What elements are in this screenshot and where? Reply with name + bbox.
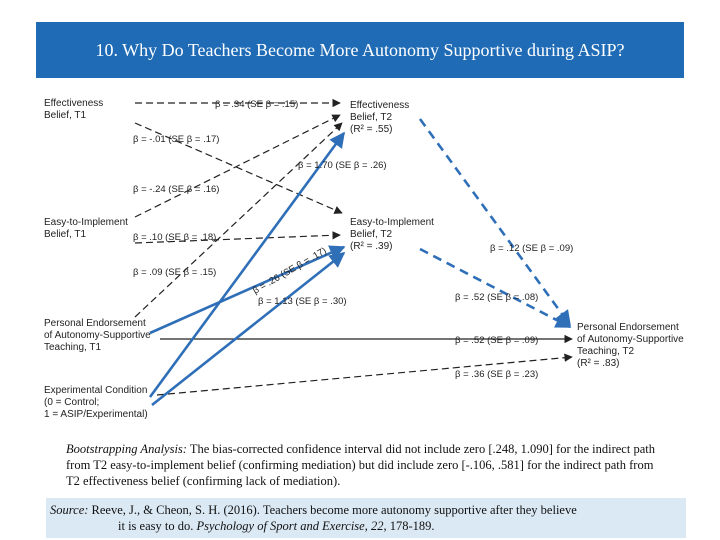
slide-title: 10. Why Do Teachers Become More Autonomy Supportive during ASIP? xyxy=(95,39,625,60)
path-exp-eff2 xyxy=(150,133,344,397)
node-personal-t1 xyxy=(44,318,151,353)
svg-text:Personal Endorsement: Personal Endorsement xyxy=(577,322,679,333)
source-journal: Psychology of Sport and Exercise, 22 xyxy=(196,519,384,533)
node-easy-t2 xyxy=(350,217,434,252)
svg-text:Effectiveness: Effectiveness xyxy=(44,98,104,109)
svg-text:Easy-to-Implement: Easy-to-Implement xyxy=(350,217,434,228)
coef-p5: β = .10 (SE β = .18) xyxy=(133,232,217,243)
bootstrapping-label: Bootstrapping Analysis: xyxy=(66,442,187,456)
slide-title-bar xyxy=(36,22,684,78)
svg-text:(R² = .55): (R² = .55) xyxy=(350,124,393,135)
node-personal-t2 xyxy=(577,322,684,369)
path-diagram-svg xyxy=(0,85,720,435)
path-diagram xyxy=(0,85,720,435)
svg-text:(R² = .39): (R² = .39) xyxy=(350,241,393,252)
coef-p7: β = .26 (SE β = .17) xyxy=(251,245,329,297)
coef-p8: β = 1.13 (SE β = .30) xyxy=(258,296,347,307)
svg-text:Effectiveness: Effectiveness xyxy=(350,100,410,111)
svg-text:of Autonomy-Supportive: of Autonomy-Supportive xyxy=(577,334,684,345)
coef-p2: β = -.01 (SE β = .17) xyxy=(133,134,220,145)
svg-text:Teaching, T2: Teaching, T2 xyxy=(577,346,635,357)
node-effectiveness-t1 xyxy=(44,98,103,121)
svg-text:1 = ASIP/Experimental): 1 = ASIP/Experimental) xyxy=(44,409,148,420)
path-pers1-eff2 xyxy=(135,123,342,317)
source-citation xyxy=(46,498,686,538)
bootstrapping-text: The bias-corrected confidence interval did not include zero [.248, 1.090] for the indirect path from T2 easy-to-implement belief (confirming mediation) but did include zero [-.106, .581] for the indirect path from T2 effectiveness belief (confirming lack of mediation). xyxy=(66,442,655,488)
coef-p12: β = .36 (SE β = .23) xyxy=(455,369,539,380)
svg-text:Belief, T1: Belief, T1 xyxy=(44,110,87,121)
svg-text:Experimental Condition: Experimental Condition xyxy=(44,385,148,396)
coef-p10: β = .52 (SE β = .08) xyxy=(455,292,539,303)
svg-text:of Autonomy-Supportive: of Autonomy-Supportive xyxy=(44,330,151,341)
source-label: Source: xyxy=(50,503,89,517)
node-easy-t1 xyxy=(44,217,128,240)
source-line1: Reeve, J., & Cheon, S. H. (2016). Teachers become more autonomy supportive after they believe xyxy=(88,503,577,517)
coef-p6: β = .09 (SE β = .15) xyxy=(133,267,217,278)
svg-text:(0 = Control;: (0 = Control; xyxy=(44,397,100,408)
svg-text:(R² = .83): (R² = .83) xyxy=(577,358,620,369)
coef-p9: β = .12 (SE β = .09) xyxy=(490,243,574,254)
coef-p11: β = .52 (SE β = .09) xyxy=(455,335,539,346)
node-experimental-condition xyxy=(44,385,148,420)
svg-text:Belief, T2: Belief, T2 xyxy=(350,229,393,240)
svg-text:Easy-to-Implement: Easy-to-Implement xyxy=(44,217,128,228)
svg-text:Teaching, T1: Teaching, T1 xyxy=(44,342,102,353)
svg-text:Belief, T1: Belief, T1 xyxy=(44,229,87,240)
source-line2a: it is easy to do. xyxy=(118,519,197,533)
coef-p4: β = -.24 (SE β = .16) xyxy=(133,184,220,195)
svg-text:Personal Endorsement: Personal Endorsement xyxy=(44,318,146,329)
bootstrapping-note xyxy=(66,441,666,489)
path-easy2-pers2 xyxy=(420,249,570,327)
coef-p3: β = 1.70 (SE β = .26) xyxy=(298,160,387,171)
node-effectiveness-t2 xyxy=(350,100,409,135)
svg-text:Belief, T2: Belief, T2 xyxy=(350,112,393,123)
coef-p1: β = .34 (SE β = .15) xyxy=(215,99,299,110)
source-line2b: , 178-189. xyxy=(383,519,435,533)
